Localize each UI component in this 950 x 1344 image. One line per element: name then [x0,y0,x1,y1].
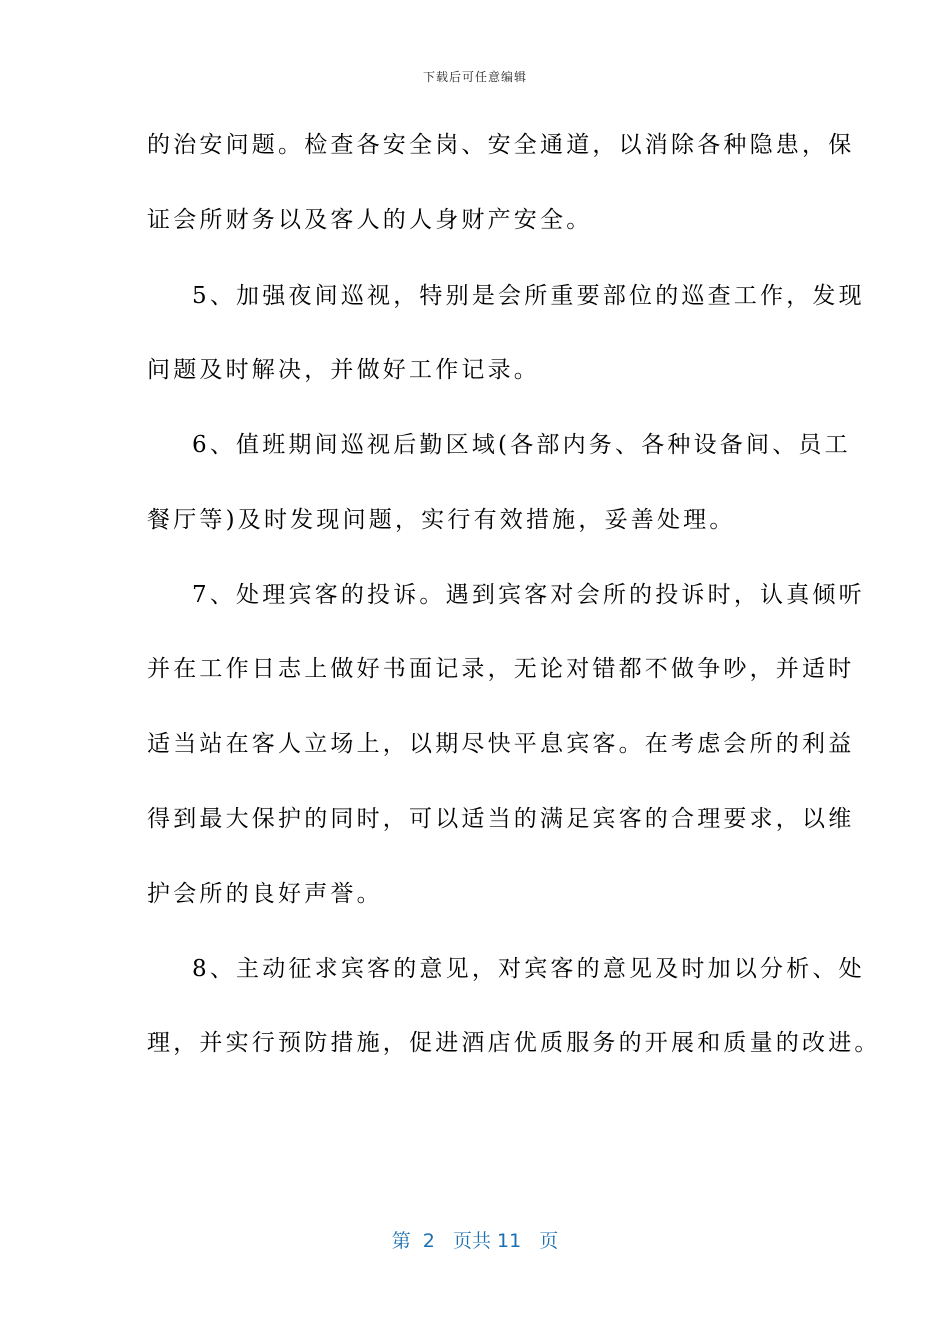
text-line: 5、加强夜间巡视，特别是会所重要部位的巡查工作，发现 [192,283,865,309]
page-header: 下载后可任意编辑 [422,70,527,84]
text-line: 得到最大保护的同时，可以适当的满足宾客的合理要求，以维 [147,806,855,832]
text-line: 6、值班期间巡视后勤区域(各部内务、各种设备间、员工 [192,432,851,458]
text-line: 证会所财务以及客人的人身财产安全。 [147,207,593,233]
text-line: 餐厅等)及时发现问题，实行有效措施，妥善处理。 [147,507,736,533]
text-line: 适当站在客人立场上，以期尽快平息宾客。在考虑会所的利益 [147,731,855,757]
text-line: 的治安问题。检查各安全岗、安全通道，以消除各种隐患，保 [147,132,855,158]
text-line: 护会所的良好声誉。 [147,881,383,907]
text-line: 并在工作日志上做好书面记录，无论对错都不做争吵，并适时 [147,656,855,682]
text-line: 8、主动征求宾客的意见，对宾客的意见及时加以分析、处 [192,956,865,982]
text-line: 7、处理宾客的投诉。遇到宾客对会所的投诉时，认真倾听 [192,582,865,608]
page-number-footer: 第 2 页共 11 页 [391,1230,559,1252]
text-line: 问题及时解决，并做好工作记录。 [147,357,540,383]
text-line: 理，并实行预防措施，促进酒店优质服务的开展和质量的改进。 [147,1030,881,1056]
